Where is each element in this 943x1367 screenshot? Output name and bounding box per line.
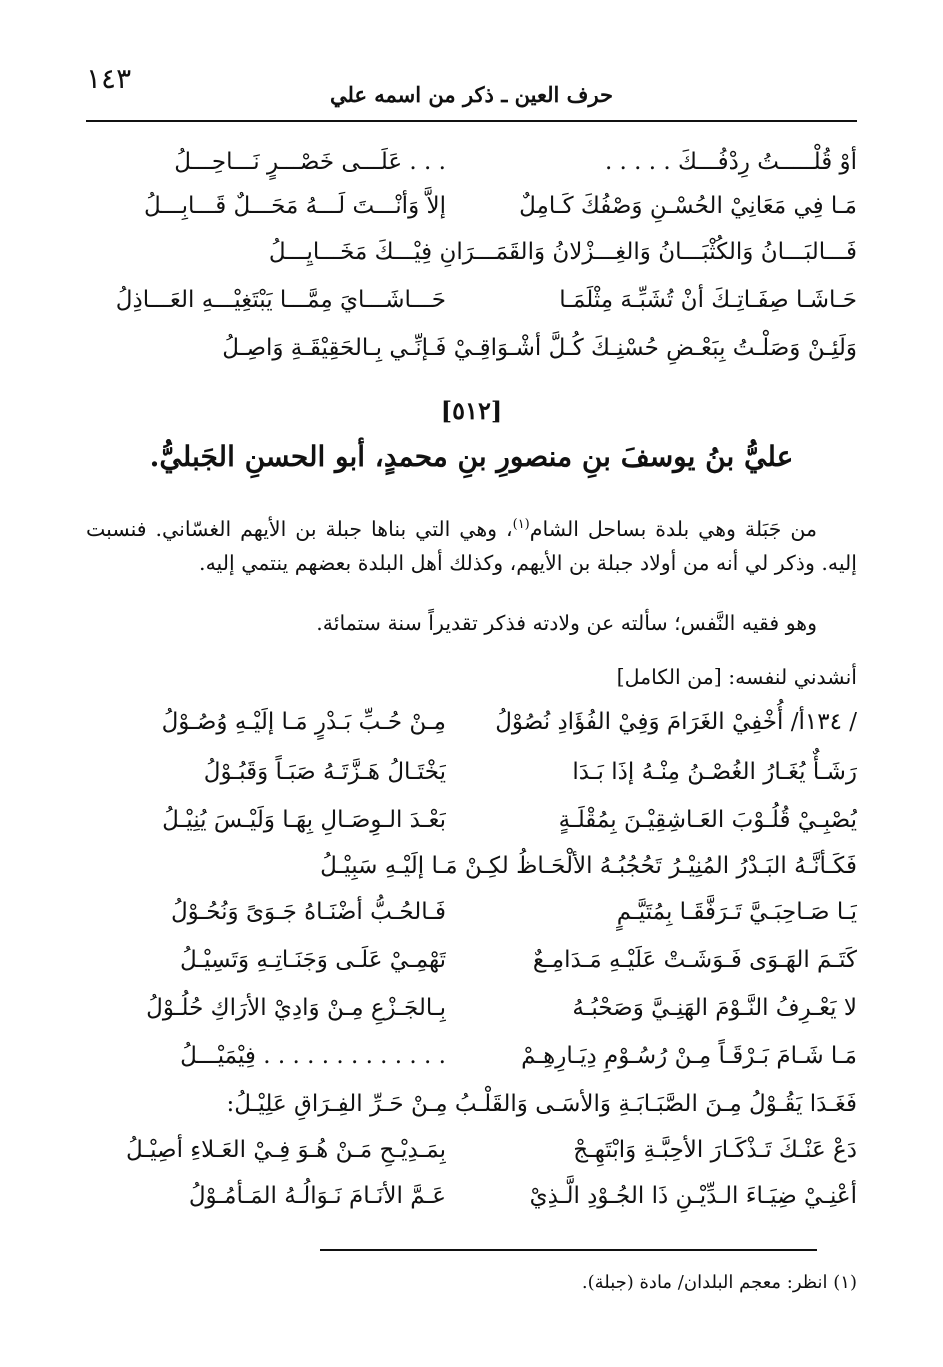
verse-second-hemistich: . . . عَلَـــى خَصْـــرٍ نَـــاحِـــلُ: [174, 149, 446, 175]
running-title: حرف العين ـ ذكر من اسمه علي: [329, 82, 614, 107]
verse-second-hemistich: بَعْـدَ الـوِصَـالِ بِهَـا وَلَيْـسَ يُنِيْـلُ: [162, 807, 446, 833]
biography-paragraph-2: [86, 606, 857, 640]
verse-line: [86, 696, 857, 748]
verse-second-hemistich: فَـالحُـبُّ أضْنَـاهُ جَـوَىً وَنُحُـوْلُ: [170, 899, 446, 925]
header-rule: [86, 120, 857, 122]
para1-rest: ، وهي التي بناها جبلة بن الأيهم الغسّاني. فنسبت إليه. وذكر لي أنه من أولاد جبلة بن الأيهم، وكذلك أهل البلدة بعضهم ينتمي إليه.: [86, 516, 857, 575]
verse-second-hemistich: تَهْمِـيْ عَلَـى وَجَنَـاتِـهِ وَتَسِيْـلُ: [180, 947, 446, 973]
verse-full-line: وَلَئِـنْ وَصَلْـتُ بِبَعْـضِ حُسْنِـكَ كُـلَّ أشْـوَاقِـيْ فَـإنِّـي بِـالحَقِيْقَـةِ وَاصِـلُ: [222, 335, 857, 361]
page-number: ١٤٣: [86, 62, 132, 95]
verse-line: [86, 274, 857, 326]
verse-line: [86, 322, 857, 374]
verse-first-hemistich: لا يَعْـرِفُ النَّـوْمَ الهَنِـيَّ وَصَحْبُـهُ: [572, 995, 857, 1021]
verse-full-line: فَكَـأنَّـهُ البَـدْرُ المُنِيْـرُ تَحُجُبُـهُ الألْحَـاظُ لكِـنْ مَـا إلَيْـهِ سَبِيْـلُ: [320, 853, 857, 879]
verse-second-hemistich: بِـالجَـزْعِ مِـنْ وَادِيْ الأرَاكِ حُلُـوْلُ: [146, 995, 446, 1021]
verse-first-hemistich: يَـا صَـاحِبَـيَّ تَـرَفَّقَـا بِمُتَيَّـمٍ: [616, 899, 857, 925]
verse-second-hemistich: بِمَـدِيْـحِ مَـنْ هُـوَ فِـيْ العَـلاءِ أصِيْـلُ: [125, 1137, 446, 1163]
verse-second-hemistich: مِـنْ حُـبِّ بَـدْرٍ مَـا إلَيْـهِ وُصُـوْلُ: [161, 709, 446, 735]
footnote-rule: [320, 1249, 817, 1251]
verse-second-hemistich: حَـــاشَـــايَ مِمَّـــا يَبْتَغِيْـــهِ العَـــاذِلُ: [115, 287, 446, 313]
verse-first-hemistich: كَتَـمَ الهَـوَى فَـوَشَـتْ عَلَيْـهِ مَـدَامِـعٌ: [532, 947, 857, 973]
verse-second-hemistich: . . . . . . . . . . . . . فِيْمَيْـــلُ: [180, 1043, 446, 1069]
footnote-marker: (١): [512, 517, 530, 532]
para1-start: من جَبَلة وهي بلدة بساحل الشام: [529, 516, 817, 541]
biography-paragraph: [86, 508, 857, 580]
verse-second-hemistich: يَخْتَـالُ هَـزَّتَـهُ صَبَـاً وَقَبُـوْلُ: [203, 759, 446, 785]
verse-first-hemistich: مَـا فِي مَعَانِيْ الحُسْـنِ وَصْفُكَ كَـامِلٌ: [519, 193, 857, 219]
verse-first-hemistich: رَشَـأٌ يُغَـارُ الغُصْـنُ مِنْـهُ إذَا بَـدَا: [572, 759, 857, 785]
entry-number: [٥١٢]: [440, 396, 503, 425]
verse-line: [86, 746, 857, 798]
verse-second-hemistich: عَـمَّ الأنَـامَ نَـوَالُـهُ المَـأمُـوْلُ: [188, 1183, 446, 1209]
verse-line: [86, 886, 857, 938]
poem-intro: أنشدني لنفسه: [من الكامل]: [616, 665, 857, 689]
footnote: (١) انظر: معجم البلدان/ مادة (جبلة).: [581, 1272, 857, 1293]
verse-line: [86, 794, 857, 846]
verse-first-hemistich: حَـاشَـا صِفَـاتِـكَ أنْ تُشَبِّـهَ مِثْلَمَـا: [559, 287, 857, 313]
verse-line: [86, 1030, 857, 1082]
verse-line: [86, 226, 857, 278]
verse-line: [86, 982, 857, 1034]
verse-full-line: فَغَـدَا يَقُـوْلُ مِـنَ الصَّبَـابَـةِ وَالأسَـى وَالقَلْـبُ مِـنْ حَـرِّ الفِـرَاقِ عَلِيْـلُ:: [226, 1091, 857, 1117]
verse-line: [86, 840, 857, 892]
para2: وهو فقيه النَّفس؛ سألته عن ولادته فذكر تقديراً سنة ستمائة.: [316, 611, 817, 635]
verse-first-hemistich: أعْنِـيْ ضِيَـاءَ الـدِّيْـنِ ذَا الجُـوْدِ الَّـذِيْ: [529, 1183, 857, 1209]
verse-line: [86, 180, 857, 232]
verse-first-hemistich: دَعْ عَنْـكَ تَـذْكَـارَ الأحِبَّـةِ وَابْتَهِـجْ: [573, 1137, 857, 1163]
verse-first-hemistich: مَـا شَـامَ بَـرْقَـاً مِـنْ رُسُـوْمِ دِيَـارِهِـمْ: [521, 1043, 857, 1069]
verse-line: [86, 934, 857, 986]
verse-line: [86, 1078, 857, 1130]
verse-first-hemistich: أوْ قُلْـــــتُ رِدْفُـــكَ . . . . .: [604, 149, 857, 175]
entry-title: عليُّ بنُ يوسفَ بنِ منصورِ بنِ محمدٍ، أبو الحسنِ الجَبليُّ.: [149, 440, 794, 473]
verse-line: [86, 1124, 857, 1176]
verse-second-hemistich: إلاَّ وَأنْـــتَ لَـــهُ مَحَـــلٌ قَـــابِـــلُ: [143, 193, 446, 219]
verse-first-hemistich: / ١٣٤أ/ أُخْفِيْ الغَرَامَ وَفِيْ الفُؤَادِ نُصُوْلُ: [495, 709, 857, 735]
verse-full-line: فَـــالبَـــانُ وَالكُثْبَـــانُ وَالغِـــزْلانُ وَالقَمَـــرَانِ فِيْـــكَ مَخَـــايِـــلُ: [268, 239, 857, 265]
verse-first-hemistich: يُصْبِـيْ قُلُـوْبَ العَـاشِقِيْـنَ بِمُقْلَـةٍ: [558, 807, 857, 833]
verse-line: [86, 1170, 857, 1222]
